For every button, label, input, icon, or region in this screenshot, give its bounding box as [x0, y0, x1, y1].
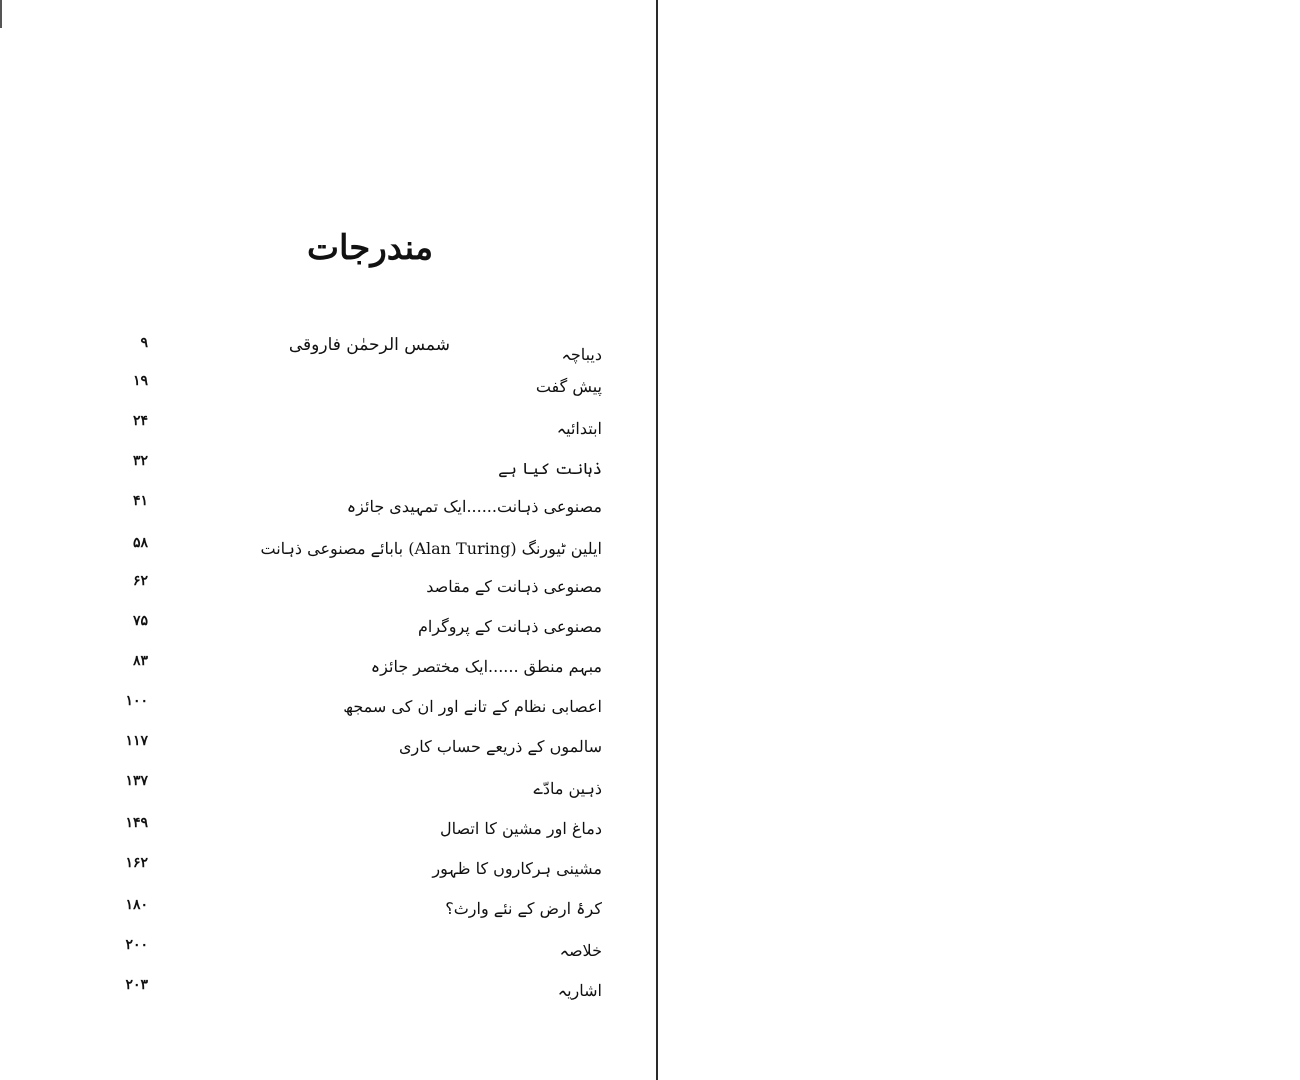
toc-entry-page: ۸۳ [132, 653, 148, 669]
toc-entry [100, 892, 610, 926]
toc-entry-page: ۱۰۰ [125, 693, 148, 709]
toc-entry-title: مشینی ہرکاروں کا ظہور [432, 859, 602, 878]
toc-entry-page: ۴۱ [132, 493, 148, 509]
page-title: مندرجات [306, 228, 434, 268]
toc-entry [100, 812, 610, 846]
toc-entry-title: ذہین مادّے [533, 779, 602, 798]
toc-entry [100, 334, 610, 368]
toc-entry-page: ۶۲ [132, 573, 148, 589]
toc-entry-page: ۱۳۷ [125, 773, 148, 789]
foreword-author: شمس الرحمٰن فاروقی [288, 335, 450, 355]
toc-entry [100, 730, 610, 764]
page-gutter-divider [656, 0, 658, 1080]
toc-entry-title: پیش گفت [535, 377, 602, 396]
toc-entry-page: ۷۵ [132, 613, 148, 629]
toc-entry-title: کرۂ ارض کے نئے وارث؟ [445, 899, 602, 918]
toc-entry-title: اشاریہ [557, 981, 602, 1000]
toc-entry-page: ۲۴ [132, 413, 148, 429]
toc-entry-page: ۱۹ [132, 373, 148, 389]
toc-entry [100, 412, 610, 446]
toc-entry-page: ۲۰۳ [125, 977, 148, 993]
toc-entry [100, 650, 610, 684]
toc-entry-title: مصنوعی ذہانت......ایک تمہیدی جائزہ [346, 497, 602, 516]
toc-entry [100, 974, 610, 1008]
toc-entry-title: ذہانت کیا ہے [498, 459, 602, 478]
toc-entry-page: ۲۰۰ [125, 937, 148, 953]
toc-entry-page: ۹ [140, 335, 148, 351]
toc-entry [100, 934, 610, 968]
right-page-blank [659, 0, 1300, 1080]
toc-entry [100, 852, 610, 886]
toc-entry-title: سالموں کے ذریعے حساب کاری [399, 737, 602, 756]
toc-entry-page: ۱۴۹ [125, 815, 148, 831]
toc-entry-title: اعصابی نظام کے تانے اور ان کی سمجھ [343, 697, 602, 716]
toc-entry [100, 690, 610, 724]
toc-entry-title: خلاصہ [559, 941, 602, 960]
toc-entry [100, 490, 610, 524]
toc-entry-title: مبہم منطق ......ایک مختصر جائزہ [370, 657, 602, 676]
toc-entry-page: ۱۸۰ [125, 897, 148, 913]
toc-entry-page: ۳۲ [132, 453, 148, 469]
toc-entry [100, 532, 610, 566]
toc-entry [100, 610, 610, 644]
toc-entry [100, 772, 610, 806]
toc-entry-title: دماغ اور مشین کا اتصال [440, 819, 602, 838]
toc-entry-page: ۱۶۲ [125, 855, 148, 871]
toc-entry-title: مصنوعی ذہانت کے مقاصد [426, 577, 602, 596]
toc-entry-title: ابتدائیہ [556, 419, 602, 438]
toc-entry-title: دیباچہ [561, 345, 602, 364]
toc-entry-page: ۱۱۷ [125, 733, 148, 749]
toc-entry-title: ایلین ٹیورنگ (Alan Turing) بابائے مصنوعی ذہانت [260, 539, 602, 558]
toc-entry [100, 370, 610, 404]
toc-entry [100, 570, 610, 604]
toc-entry-page: ۵۸ [132, 535, 148, 551]
toc-entry [100, 452, 610, 486]
toc-entry-title: مصنوعی ذہانت کے پروگرام [417, 617, 602, 636]
